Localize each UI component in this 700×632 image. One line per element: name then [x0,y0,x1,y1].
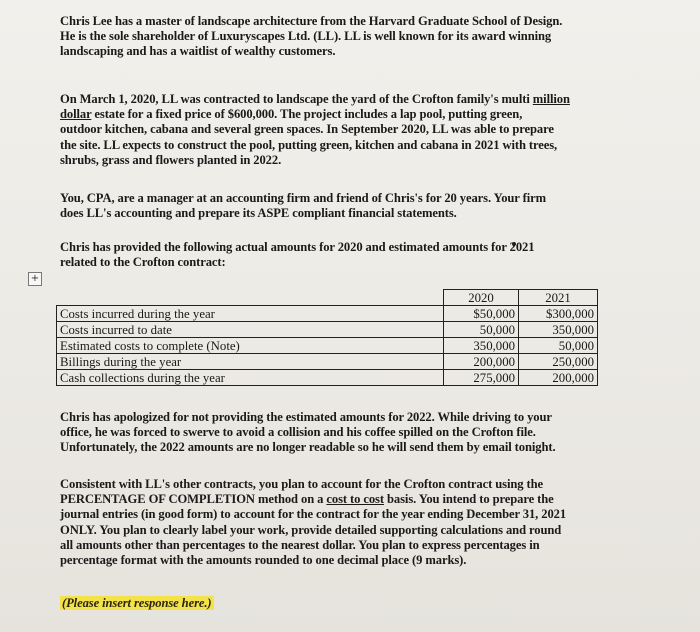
row-label: Billings during the year [57,354,444,370]
text-line: Chris Lee has a master of landscape architecture from the Harvard Graduate School of Design. [60,14,563,28]
text-line: all amounts other than percentages to the nearest dollar. You plan to express percentages in [60,537,540,552]
text-line: On March 1, 2020, LL was contracted to landscape the yard of the Crofton family's multi [60,92,533,106]
cell-2020: 350,000 [444,338,519,354]
table-row [57,306,598,322]
text-line: You plan to clearly label your work, provide detailed supporting calculations and round [96,522,562,537]
cell-2020: 200,000 [444,354,519,370]
table-header-blank [57,290,444,306]
cell-2020: 275,000 [444,370,519,386]
row-label: Costs incurred to date [57,322,444,338]
text-line: Chris has apologized for not providing the estimated amounts for 2022. While driving to your [60,410,552,424]
text-line: outdoor kitchen, cabana and several green spaces. In September 2020, LL was able to prepare [60,122,554,137]
table-row [57,322,598,338]
text-line: office, he was forced to swerve to avoid a collision and his coffee spilled on the Crofton file. [60,425,536,440]
text-line: estate for a fixed price of $600,000. The project includes a lap pool, putting green, [91,107,523,122]
method-name: PERCENTAGE OF COMPLETION [60,492,255,507]
table-row [57,370,598,386]
row-label: Cash collections during the year [57,370,444,386]
table-header-row [57,290,598,306]
cell-2021: 350,000 [519,322,598,338]
row-label: Estimated costs to complete (Note) [57,338,444,354]
table-intro-paragraph [60,240,534,270]
text-line: does LL's accounting and prepare its ASPE compliant financial statements. [60,206,457,221]
text-line: He is the sole shareholder of Luxuryscapes Ltd. (LL). LL is well known for its award winning [60,29,552,44]
column-header-2020: 2020 [444,290,519,306]
table-move-handle-icon[interactable]: + [28,272,42,286]
text-line: journal entries (in good form) to account for the contract for the year ending December 31, 2021 [60,507,567,522]
text-line: basis. You intend to prepare the [383,492,554,507]
cell-2021: $300,000 [519,306,598,322]
text-line: shrubs, grass and flowers planted in 2022. [60,152,282,167]
text-line: percentage format with the amounts rounded to one decimal place (9 marks). [60,553,467,568]
underlined-word: dollar [60,107,92,122]
cell-2020: $50,000 [444,306,519,322]
text-line: method on a [254,492,327,507]
contract-paragraph [60,92,570,168]
cell-2021: 200,000 [519,370,598,386]
cpa-paragraph [60,191,546,221]
column-header-2021: 2021 [519,290,598,306]
cell-2021: 250,000 [519,354,598,370]
response-text[interactable]: (Please insert response here.) [62,596,212,610]
apology-paragraph [60,410,556,456]
table-row [57,354,598,370]
intro-paragraph [60,14,562,60]
underlined-phrase: cost to cost [326,492,384,507]
table-row [57,338,598,354]
instructions-paragraph [60,477,566,568]
text-line: Unfortunately, the 2022 amounts are no longer readable so he will send them by email tonight. [60,440,556,455]
cell-2020: 50,000 [444,322,519,338]
response-placeholder[interactable] [60,596,214,611]
text-line: landscaping and has a waitlist of wealthy customers. [60,44,336,59]
text-line: related to the Crofton contract: [60,255,226,270]
cell-2021: 50,000 [519,338,598,354]
emphasis-word: ONLY. [60,522,97,537]
text-line: Chris has provided the following actual amounts for 2020 and estimated amounts for 2021 [60,240,535,254]
text-line: the site. LL expects to construct the pool, putting green, kitchen and cabana in 2021 with trees, [60,137,558,152]
row-label: Costs incurred during the year [57,306,444,322]
text-line: You, CPA, are a manager at an accounting firm and friend of Chris's for 20 years. Your firm [60,191,546,205]
underlined-word: million [532,92,570,106]
text-line: Consistent with LL's other contracts, you plan to account for the Crofton contract using the [60,477,543,491]
contract-data-table [56,289,598,386]
